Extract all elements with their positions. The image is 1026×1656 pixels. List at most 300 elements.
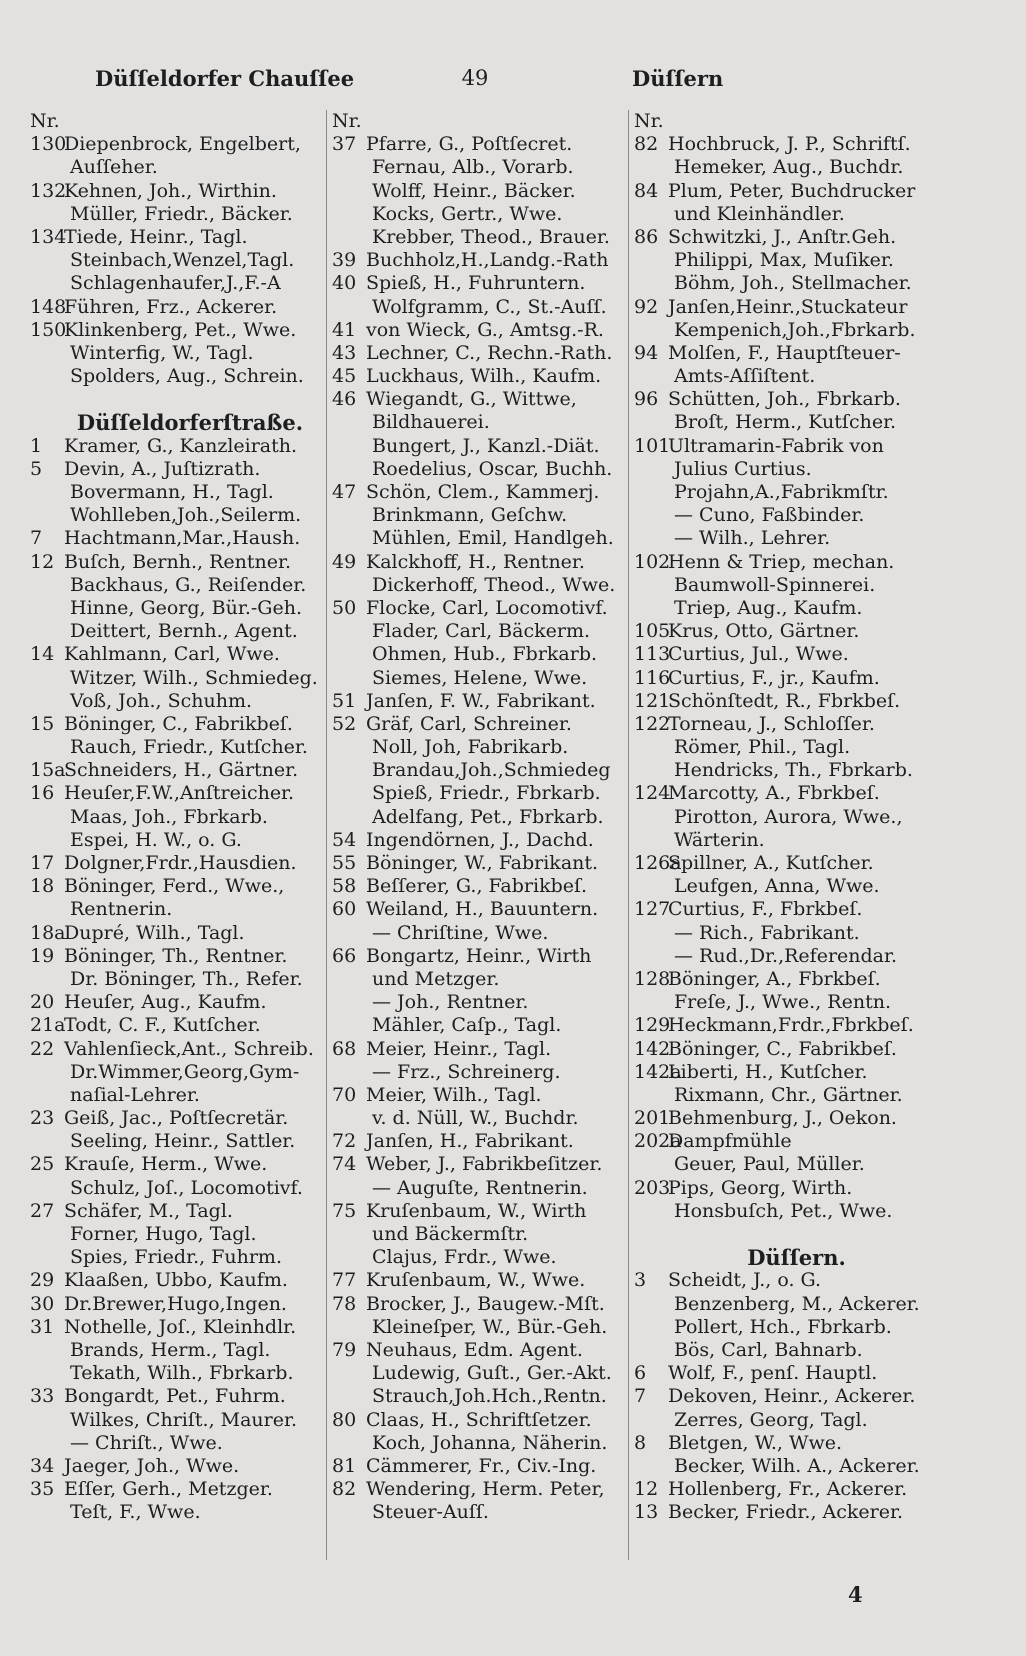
house-number: 201	[634, 1107, 671, 1130]
entry-text: Führen, Frz., Ackerer.	[64, 295, 278, 318]
entry-text: — Auguſte, Rentnerin.	[372, 1176, 588, 1199]
directory-entry	[634, 342, 939, 365]
directory-entry	[332, 435, 632, 458]
directory-entry	[332, 1223, 632, 1246]
directory-entry	[30, 180, 330, 203]
directory-column-2	[332, 110, 632, 1524]
directory-entry	[332, 991, 632, 1014]
entry-text: Schwitzki, J., Anſtr.Geh.	[668, 225, 897, 248]
entry-text: naſial-Lehrer.	[70, 1083, 200, 1106]
entry-text: Buchholz,H.,Landg.-Rath	[366, 249, 609, 272]
entry-text: Geiß, Jac., Poſtſecretär.	[64, 1107, 289, 1130]
entry-text: Maas, Joh., Fbrkarb.	[70, 805, 268, 828]
directory-entry	[634, 736, 939, 759]
directory-entry	[30, 690, 330, 713]
entry-text: von Wieck, G., Amtsg.-R.	[366, 318, 604, 341]
house-number: 22	[30, 1037, 55, 1060]
directory-entry	[332, 1455, 632, 1478]
entry-text: Curtius, F., Fbrkbeſ.	[668, 898, 863, 921]
directory-entry	[30, 782, 330, 805]
directory-entry	[30, 898, 330, 921]
directory-entry	[30, 1316, 330, 1339]
entry-text: Spolders, Aug., Schrein.	[70, 365, 304, 388]
entry-text: Becker, Wilh. A., Ackerer.	[674, 1454, 920, 1477]
house-number: 54	[332, 828, 357, 851]
directory-entry	[634, 388, 939, 411]
directory-entry	[634, 1501, 939, 1524]
house-number: 105	[634, 620, 671, 643]
directory-entry	[634, 806, 939, 829]
house-number: 82	[332, 1478, 357, 1501]
entry-text: Dr.Wimmer,Georg,Gym-	[70, 1060, 300, 1083]
directory-entry	[634, 481, 939, 504]
directory-entry	[30, 481, 330, 504]
entry-text: Noll, Joh, Fabrikarb.	[372, 736, 569, 759]
entry-text: Strauch,Joh.Hch.,Rentn.	[372, 1385, 607, 1408]
directory-entry	[30, 643, 330, 666]
directory-entry	[332, 597, 632, 620]
entry-text: v. d. Nüll, W., Buchdr.	[372, 1107, 579, 1130]
entry-text: Bongartz, Heinr., Wirth	[366, 944, 592, 967]
entry-text: Koch, Johanna, Näherin.	[372, 1431, 608, 1454]
entry-text: Luckhaus, Wilh., Kaufm.	[366, 365, 602, 388]
directory-entry	[332, 319, 632, 342]
entry-text: Krus, Otto, Gärtner.	[668, 620, 860, 643]
house-number: 203	[634, 1176, 671, 1199]
entry-text: Brandau,Joh.,Schmiedeg	[372, 759, 611, 782]
directory-entry	[634, 1177, 939, 1200]
directory-column-1	[30, 110, 330, 1524]
directory-entry	[332, 968, 632, 991]
directory-entry	[30, 527, 330, 550]
directory-entry	[332, 667, 632, 690]
entry-text: Tekath, Wilh., Fbrkarb.	[70, 1362, 294, 1385]
directory-entry	[30, 365, 330, 388]
directory-entry	[30, 319, 330, 342]
entry-text: Dupré, Wilh., Tagl.	[64, 921, 245, 944]
entry-text: Ohmen, Hub., Fbrkarb.	[372, 643, 598, 666]
directory-entry	[634, 435, 939, 458]
entry-text: Kehnen, Joh., Wirthin.	[64, 179, 277, 202]
directory-entry	[30, 1177, 330, 1200]
directory-entry	[332, 1014, 632, 1037]
house-number: 49	[332, 550, 357, 573]
directory-entry	[30, 1223, 330, 1246]
entry-text: Adelfang, Pet., Fbrkarb.	[372, 805, 604, 828]
house-number: 18	[30, 875, 55, 898]
directory-entry	[30, 667, 330, 690]
entry-text: Seeling, Heinr., Sattler.	[70, 1130, 296, 1153]
directory-entry	[30, 1362, 330, 1385]
entry-text: Winterfig, W., Tagl.	[70, 341, 254, 364]
entry-text: Marcotty, A., Fbrkbeſ.	[668, 782, 880, 805]
entry-text: — Cuno, Faßbinder.	[674, 504, 865, 527]
house-number: 31	[30, 1315, 55, 1338]
house-number: 66	[332, 944, 357, 967]
entry-text: Voß, Joh., Schuhm.	[70, 689, 253, 712]
entry-text: Schäfer, M., Tagl.	[64, 1199, 233, 1222]
entry-text: Zerres, Georg, Tagl.	[674, 1408, 868, 1431]
directory-entry	[634, 597, 939, 620]
house-number: 18a	[30, 921, 66, 944]
directory-entry	[332, 875, 632, 898]
entry-text: Steuer-Auſſ.	[372, 1501, 489, 1524]
entry-text: Pfarre, G., Poſtſecret.	[366, 133, 573, 156]
directory-entry	[332, 249, 632, 272]
directory-entry	[30, 551, 330, 574]
entry-text: Curtius, Jul., Wwe.	[668, 643, 849, 666]
directory-entry	[30, 1293, 330, 1316]
entry-text: Böninger, A., Fbrkbeſ.	[668, 967, 881, 990]
house-number: 7	[634, 1385, 647, 1408]
directory-entry	[634, 759, 939, 782]
directory-entry	[30, 829, 330, 852]
directory-entry	[332, 1293, 632, 1316]
section-heading: Düſſeldorferſtraße.	[76, 411, 304, 435]
directory-entry	[30, 1455, 330, 1478]
directory-entry	[634, 690, 939, 713]
house-number: 35	[30, 1478, 55, 1501]
entry-text: Kruſenbaum, W., Wwe.	[366, 1269, 586, 1292]
entry-text: Krebber, Theod., Brauer.	[372, 225, 610, 248]
house-number: 127	[634, 898, 671, 921]
directory-entry	[634, 667, 939, 690]
entry-text: Ludewig, Guſt., Ger.-Akt.	[372, 1362, 612, 1385]
entry-text: Spieß, Friedr., Fbrkarb.	[372, 782, 601, 805]
house-number: 21a	[30, 1014, 66, 1037]
house-number: 113	[634, 643, 671, 666]
entry-text: Böninger, Th., Rentner.	[64, 944, 288, 967]
page-header	[0, 66, 1026, 96]
directory-entry	[332, 481, 632, 504]
house-number: 80	[332, 1408, 357, 1431]
entry-text: Teſt, F., Wwe.	[70, 1501, 201, 1524]
entry-text: Dickerhoff, Theod., Wwe.	[372, 573, 616, 596]
house-number: 1	[30, 434, 43, 457]
directory-entry	[332, 690, 632, 713]
entry-text: Pirotton, Aurora, Wwe.,	[674, 805, 903, 828]
entry-text: Kempenich,Joh.,Fbrkarb.	[674, 318, 916, 341]
house-number: 12	[634, 1478, 659, 1501]
directory-entry	[634, 1061, 939, 1084]
directory-entry	[332, 1478, 632, 1501]
house-number: 14	[30, 643, 55, 666]
directory-entry	[30, 1246, 330, 1269]
entry-text: Roedelius, Oscar, Buchh.	[372, 457, 613, 480]
spacer	[634, 1223, 939, 1246]
directory-entry	[332, 504, 632, 527]
house-number: 132	[30, 179, 67, 202]
directory-entry	[332, 759, 632, 782]
directory-entry	[332, 1246, 632, 1269]
house-number: 30	[30, 1292, 55, 1315]
directory-entry	[332, 1409, 632, 1432]
entry-text: Hachtmann,Mar.,Haush.	[64, 527, 301, 550]
house-number: 19	[30, 944, 55, 967]
directory-entry	[634, 1200, 939, 1223]
directory-entry	[634, 296, 939, 319]
house-number: 72	[332, 1130, 357, 1153]
directory-entry	[332, 643, 632, 666]
entry-text: Heuſer, Aug., Kaufm.	[64, 991, 267, 1014]
house-number: 40	[332, 272, 357, 295]
directory-entry	[634, 829, 939, 852]
house-number: 142a	[634, 1060, 682, 1083]
directory-entry	[332, 736, 632, 759]
entry-text: Schneiders, H., Gärtner.	[64, 759, 299, 782]
directory-entry	[634, 1130, 939, 1153]
entry-text: Siemes, Helene, Wwe.	[372, 666, 588, 689]
directory-entry	[30, 1038, 330, 1061]
entry-text: Nr.	[634, 110, 664, 132]
entry-text: Nr.	[332, 110, 362, 132]
directory-entry	[634, 133, 939, 156]
entry-text: Cämmerer, Fr., Civ.-Ing.	[366, 1454, 597, 1477]
entry-text: — Wilh., Lehrer.	[674, 527, 831, 550]
directory-entry	[332, 829, 632, 852]
directory-entry	[30, 1014, 330, 1037]
entry-text: Behmenburg, J., Oekon.	[668, 1107, 897, 1130]
entry-text: Müller, Friedr., Bäcker.	[70, 202, 293, 225]
directory-entry	[634, 1409, 939, 1432]
directory-entry	[332, 922, 632, 945]
entry-text: Tiede, Heinr., Tagl.	[64, 225, 248, 248]
house-number: 43	[332, 341, 357, 364]
house-number: 13	[634, 1501, 659, 1524]
entry-text: Molſen, F., Hauptſteuer-	[668, 341, 901, 364]
entry-text: Hinne, Georg, Bür.-Geh.	[70, 596, 302, 619]
house-number: 37	[332, 133, 357, 156]
house-number: 84	[634, 179, 659, 202]
directory-entry	[634, 852, 939, 875]
entry-text: Mähler, Caſp., Tagl.	[372, 1014, 562, 1037]
entry-text: Fernau, Alb., Vorarb.	[372, 156, 574, 179]
directory-entry	[332, 180, 632, 203]
entry-text: Brocker, J., Baugew.-Mſt.	[366, 1292, 605, 1315]
entry-text: Wolf, F., penſ. Hauptl.	[668, 1362, 878, 1385]
entry-text: Liberti, H., Kutſcher.	[668, 1060, 868, 1083]
entry-text: Böninger, Ferd., Wwe.,	[64, 875, 285, 898]
directory-entry	[30, 597, 330, 620]
directory-entry	[634, 875, 939, 898]
directory-entry	[634, 898, 939, 921]
entry-text: Backhaus, G., Reiſender.	[70, 573, 307, 596]
directory-entry	[634, 203, 939, 226]
entry-text: Nothelle, Joſ., Kleinhdlr.	[64, 1315, 297, 1338]
directory-entry	[634, 272, 939, 295]
house-number: 202a	[634, 1130, 682, 1153]
house-number: 29	[30, 1269, 55, 1292]
entry-text: Meier, Wilh., Tagl.	[366, 1083, 542, 1106]
entry-text: Bildhauerei.	[372, 411, 490, 434]
house-number: 122	[634, 712, 671, 735]
entry-text: Plum, Peter, Buchdrucker	[668, 179, 916, 202]
entry-text: Baumwoll-Spinnerei.	[674, 573, 876, 596]
entry-text: Flocke, Carl, Locomotivf.	[366, 596, 608, 619]
house-number: 102	[634, 550, 671, 573]
house-number: 116	[634, 666, 671, 689]
entry-text: Projahn,A.,Fabrikmſtr.	[674, 481, 889, 503]
house-number: 15a	[30, 759, 66, 782]
entry-text: Heckmann,Frdr.,Fbrkbeſ.	[668, 1014, 914, 1037]
directory-entry	[332, 527, 632, 550]
directory-entry	[30, 203, 330, 226]
house-number: 33	[30, 1385, 55, 1408]
entry-text: Claas, H., Schriftſetzer.	[366, 1408, 592, 1431]
directory-entry	[332, 898, 632, 921]
entry-text: Deittert, Bernh., Agent.	[70, 620, 298, 643]
entry-text: Schütten, Joh., Fbrkarb.	[668, 388, 901, 411]
entry-text: — Joh., Rentner.	[372, 991, 529, 1014]
house-number: 7	[30, 527, 43, 550]
directory-entry	[332, 203, 632, 226]
entry-text: Kalckhoff, H., Rentner.	[366, 550, 585, 573]
house-number: 46	[332, 388, 357, 411]
house-number: 70	[332, 1083, 357, 1106]
house-number: 12	[30, 550, 55, 573]
directory-entry	[332, 852, 632, 875]
directory-entry	[332, 713, 632, 736]
entry-text: Janſen, H., Fabrikant.	[366, 1130, 574, 1153]
directory-entry	[332, 1432, 632, 1455]
directory-entry	[30, 156, 330, 179]
entry-text: Dolgner,Frdr.,Hausdien.	[64, 852, 297, 874]
house-number: 142	[634, 1037, 671, 1060]
directory-entry	[30, 1409, 330, 1432]
house-number: 134	[30, 225, 67, 248]
entry-text: Weber, J., Fabrikbeſitzer.	[366, 1153, 603, 1176]
directory-entry	[634, 226, 939, 249]
entry-text: Wilkes, Chriſt., Maurer.	[70, 1408, 298, 1431]
directory-entry	[634, 504, 939, 527]
directory-entry	[634, 1084, 939, 1107]
entry-text: Witzer, Wilh., Schmiedeg.	[70, 666, 318, 689]
directory-entry	[634, 1478, 939, 1501]
directory-entry	[332, 1084, 632, 1107]
house-number: 52	[332, 712, 357, 735]
directory-entry	[30, 1130, 330, 1153]
house-number: 50	[332, 596, 357, 619]
entry-text: Philippi, Max, Muſiker.	[674, 249, 894, 272]
entry-text: Rauch, Friedr., Kutſcher.	[70, 736, 308, 759]
entry-text: Schulz, Joſ., Locomotivf.	[70, 1176, 303, 1199]
header-left-street: Düſſeldorfer Chauſſee	[95, 66, 355, 91]
house-number: 86	[634, 225, 659, 248]
directory-entry	[332, 551, 632, 574]
entry-text: Klinkenberg, Pet., Wwe.	[64, 318, 297, 341]
house-number: 81	[332, 1454, 357, 1477]
entry-text: Weiland, H., Bauuntern.	[366, 898, 599, 921]
directory-entry	[634, 1362, 939, 1385]
directory-entry	[30, 852, 330, 875]
house-number: 82	[634, 133, 659, 156]
spacer	[30, 388, 330, 411]
directory-entry	[332, 945, 632, 968]
house-number: 39	[332, 249, 357, 272]
entry-text: Bletgen, W., Wwe.	[668, 1431, 843, 1454]
number-heading	[634, 110, 939, 133]
entry-text: Amts-Aſſiſtent.	[674, 365, 816, 388]
entry-text: Espei, H. W., o. G.	[70, 828, 242, 851]
directory-entry	[634, 1014, 939, 1037]
entry-text: Kahlmann, Carl, Wwe.	[64, 643, 280, 666]
directory-entry	[30, 1432, 330, 1455]
house-number: 34	[30, 1454, 55, 1477]
directory-entry	[332, 1038, 632, 1061]
directory-entry	[332, 1130, 632, 1153]
entry-text: Buſch, Bernh., Rentner.	[64, 550, 292, 573]
entry-text: Julius Curtius.	[674, 457, 812, 480]
entry-text: Bovermann, H., Tagl.	[70, 481, 274, 503]
directory-entry	[634, 1385, 939, 1408]
directory-entry	[30, 249, 330, 272]
entry-text: Heuſer,F.W.,Anſtreicher.	[64, 782, 295, 805]
entry-text: Steinbach,Wenzel,Tagl.	[70, 249, 295, 272]
directory-entry	[332, 388, 632, 411]
entry-text: Flader, Carl, Bäckerm.	[372, 620, 590, 643]
directory-entry	[634, 156, 939, 179]
house-number: 150	[30, 318, 67, 341]
directory-entry	[634, 1293, 939, 1316]
directory-entry	[30, 574, 330, 597]
entry-text: Bongardt, Pet., Fuhrm.	[64, 1385, 286, 1408]
directory-entry	[634, 643, 939, 666]
directory-entry	[30, 272, 330, 295]
directory-entry	[30, 806, 330, 829]
house-number: 129	[634, 1014, 671, 1037]
entry-text: — Chriſtine, Wwe.	[372, 921, 549, 944]
entry-text: Rixmann, Chr., Gärtner.	[674, 1083, 903, 1106]
directory-entry	[30, 1200, 330, 1223]
directory-entry	[634, 458, 939, 481]
house-number: 92	[634, 295, 659, 318]
directory-entry	[30, 458, 330, 481]
entry-text: Spieß, H., Fuhruntern.	[366, 272, 586, 295]
entry-text: Böninger, C., Fabrikbeſ.	[668, 1037, 897, 1060]
house-number: 41	[332, 318, 357, 341]
signature-mark: 4	[848, 1582, 863, 1607]
directory-entry	[30, 620, 330, 643]
directory-entry	[634, 1339, 939, 1362]
house-number: 47	[332, 481, 357, 503]
directory-entry	[332, 1061, 632, 1084]
entry-text: Klaaßen, Ubbo, Kaufm.	[64, 1269, 288, 1292]
entry-text: Freſe, J., Wwe., Rentn.	[674, 991, 891, 1014]
entry-text: Honsbuſch, Pet., Wwe.	[674, 1199, 893, 1222]
house-number: 3	[634, 1269, 647, 1292]
entry-text: Kruſenbaum, W., Wirth	[366, 1199, 587, 1222]
entry-text: Broſt, Herm., Kutſcher.	[674, 411, 897, 434]
entry-text: Diepenbrock, Engelbert,	[64, 133, 301, 156]
house-number: 68	[332, 1037, 357, 1060]
directory-entry	[30, 736, 330, 759]
entry-text: Wendering, Herm. Peter,	[366, 1478, 605, 1501]
entry-text: Scheidt, J., o. G.	[668, 1269, 822, 1292]
entry-text: Janſen,Heinr.,Stuckateur	[668, 295, 908, 318]
entry-text: Spies, Friedr., Fuhrm.	[70, 1246, 282, 1269]
directory-entry	[332, 1501, 632, 1524]
entry-text: Dr.Brewer,Hugo,Ingen.	[64, 1292, 287, 1315]
directory-entry	[332, 782, 632, 805]
directory-entry	[634, 1107, 939, 1130]
directory-entry	[634, 1153, 939, 1176]
entry-text: Meier, Heinr., Tagl.	[366, 1037, 552, 1060]
entry-text: Kramer, G., Kanzleirath.	[64, 434, 298, 457]
house-number: 8	[634, 1431, 647, 1454]
entry-text: Janſen, F. W., Fabrikant.	[366, 689, 596, 712]
directory-entry	[30, 296, 330, 319]
house-number: 20	[30, 991, 55, 1014]
